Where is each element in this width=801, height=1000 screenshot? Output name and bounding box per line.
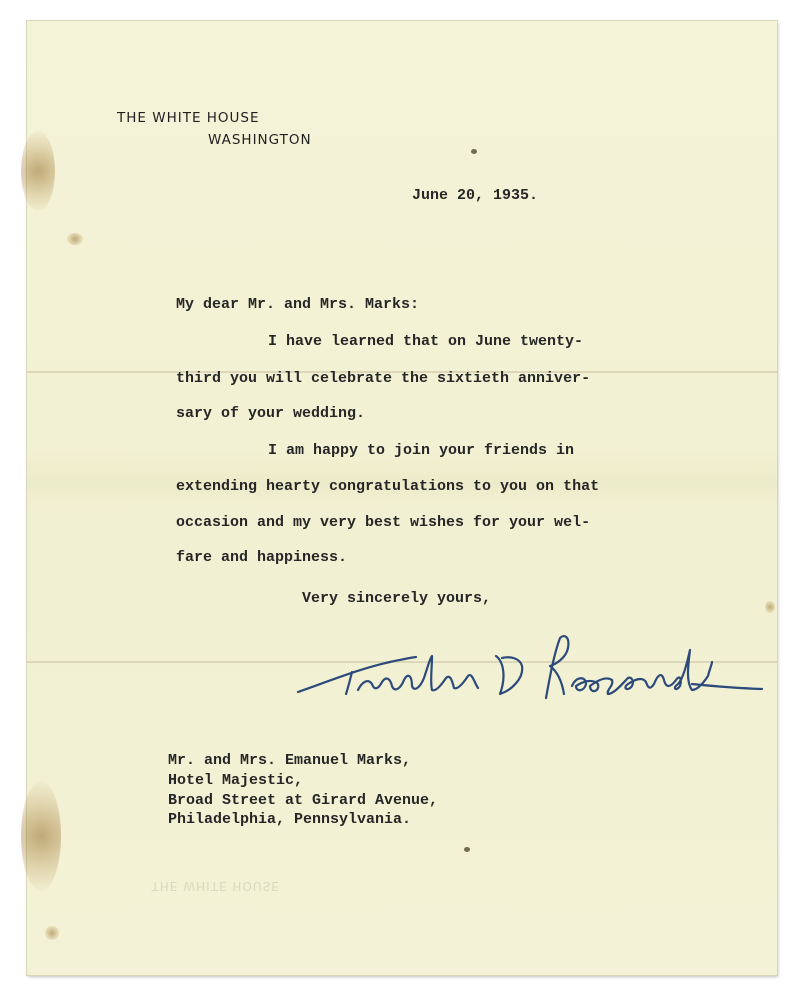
stain-bottom-spot — [45, 926, 59, 940]
stain-dot-top — [471, 149, 477, 154]
body-line-5: extending hearty congratulations to you on that — [176, 478, 600, 495]
body-line-3: sary of your wedding. — [176, 405, 366, 422]
recipient-street: Broad Street at Girard Avenue, — [168, 792, 439, 809]
stain-right-edge — [765, 601, 775, 613]
signature — [292, 628, 772, 718]
recipient-city: Philadelphia, Pennsylvania. — [168, 811, 412, 828]
recipient-hotel: Hotel Majestic, — [168, 772, 304, 789]
letterhead-city: WASHINGTON — [208, 132, 312, 148]
salutation: My dear Mr. and Mrs. Marks: — [176, 296, 420, 313]
recipient-name: Mr. and Mrs. Emanuel Marks, — [168, 752, 412, 769]
letter-paper — [27, 21, 777, 975]
closing: Very sincerely yours, — [302, 590, 492, 607]
ghost-letterhead-bleed: THE WHITE HOUSE — [137, 879, 280, 893]
stain-left-top — [21, 131, 55, 211]
letter-date: June 20, 1935. — [412, 187, 539, 204]
body-line-7: fare and happiness. — [176, 549, 348, 566]
body-line-6: occasion and my very best wishes for your wel- — [176, 514, 591, 531]
stain-left-mid — [67, 233, 83, 245]
stain-left-bottom — [21, 781, 61, 891]
body-line-4: I am happy to join your friends in — [268, 442, 575, 459]
body-line-1: I have learned that on June twenty- — [268, 333, 584, 350]
stain-dot-bottom — [464, 847, 470, 852]
letterhead-title: THE WHITE HOUSE — [117, 110, 260, 126]
body-line-2: third you will celebrate the sixtieth anniver- — [176, 370, 591, 387]
